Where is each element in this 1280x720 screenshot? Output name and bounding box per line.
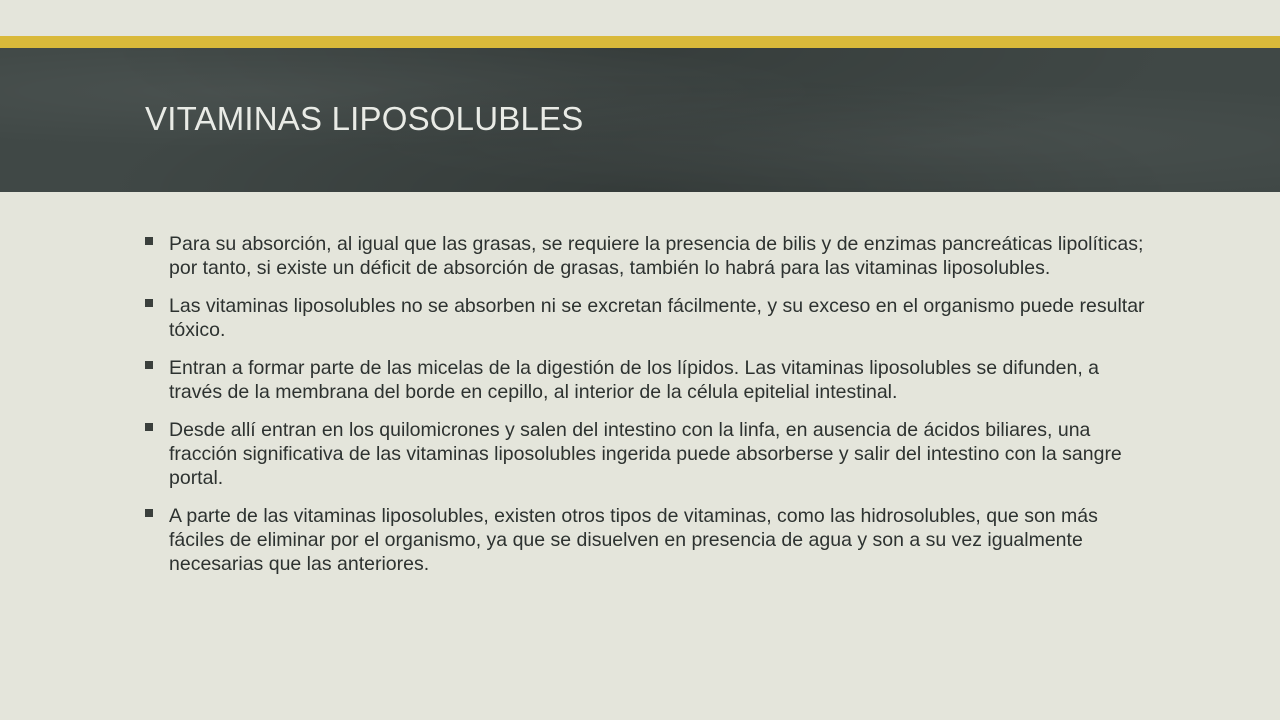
bullet-item <box>145 504 1145 576</box>
bullet-item <box>145 418 1145 490</box>
bullet-item <box>145 356 1145 404</box>
square-bullet-icon <box>145 237 153 245</box>
accent-bar <box>0 36 1280 48</box>
bullet-list <box>145 232 1145 590</box>
square-bullet-icon <box>145 361 153 369</box>
bullet-item <box>145 294 1145 342</box>
bullet-text: Entran a formar parte de las micelas de la digestión de los lípidos. Las vitaminas liposolubles se difunden, a través de la membrana del borde en cepillo, al interior de la célula epitelial intestinal. <box>169 357 1100 403</box>
bullet-item <box>145 232 1145 280</box>
top-margin-band <box>0 0 1280 36</box>
slide-title: VITAMINAS LIPOSOLUBLES <box>145 100 584 137</box>
bullet-text: Desde allí entran en los quilomicrones y salen del intestino con la linfa, en ausencia de ácidos biliares, una fracción significativa de las vitaminas liposolubles ingerida puede absorberse y salir del intestino con la sangre portal. <box>169 419 1122 489</box>
square-bullet-icon <box>145 299 153 307</box>
bullet-text: A parte de las vitaminas liposolubles, existen otros tipos de vitaminas, como las hidrosolubles, que son más fáciles de eliminar por el organismo, ya que se disuelven en presencia de agua y son a su vez igualmente necesarias que las anteriores. <box>169 505 1098 575</box>
bullet-text: Para su absorción, al igual que las grasas, se requiere la presencia de bilis y de enzimas pancreáticas lipolíticas; por tanto, si existe un déficit de absorción de grasas, también lo habrá para las vitaminas liposolubles. <box>169 233 1144 279</box>
square-bullet-icon <box>145 423 153 431</box>
bullet-text: Las vitaminas liposolubles no se absorben ni se excretan fácilmente, y su exceso en el organismo puede resultar tóxico. <box>169 295 1145 341</box>
square-bullet-icon <box>145 509 153 517</box>
